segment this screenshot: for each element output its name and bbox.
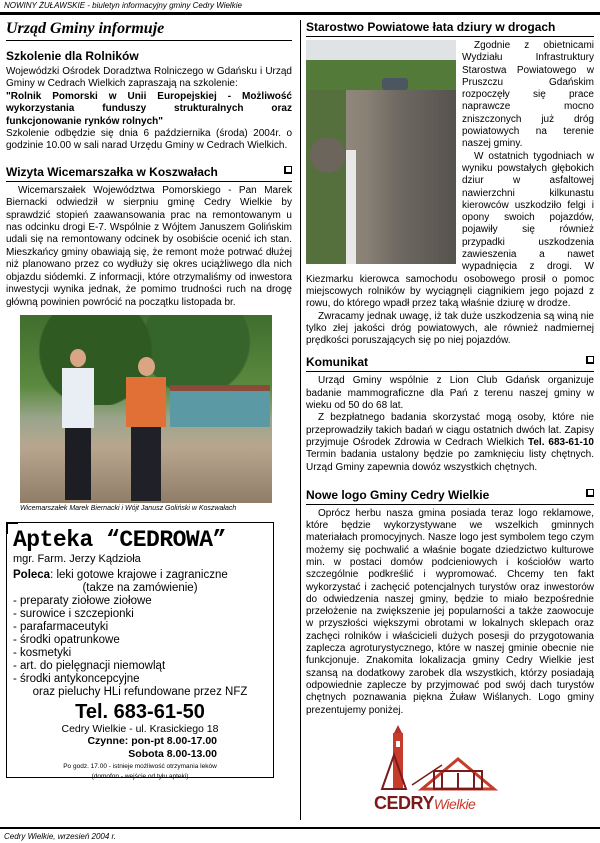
column-divider	[300, 20, 301, 820]
roads-title-row	[306, 20, 594, 37]
pharmacy-item: - art. do pielęgnacji niemowląt	[13, 659, 166, 672]
church-house-logo-icon	[372, 725, 522, 795]
right-column	[306, 20, 594, 817]
visit-title-row	[6, 165, 292, 182]
roads-title: Starostwo Powiatowe łata dziury w drogach	[306, 20, 556, 34]
section-end-mark-icon	[284, 166, 292, 174]
pharmacy-phone: Tel. 683-61-50	[75, 700, 205, 723]
pharmacy-item: - preparaty ziołowe ziołowe	[13, 594, 152, 607]
notice-title-row	[306, 355, 594, 372]
logo-wordmark: CEDRYWielkie	[374, 792, 476, 813]
visit-photo-caption: Wicemarszałek Marek Biernacki i Wójt Janusz Goliński w Koszwałach	[20, 504, 237, 512]
pharmacy-address: Cedry Wielkie - ul. Krasickiego 18	[61, 722, 219, 735]
logo-title: Nowe logo Gminy Cedry Wielkie	[306, 487, 490, 502]
newsletter-footer: Cedry Wielkie, wrzesień 2004 r.	[4, 832, 117, 841]
pharmacy-offer: Poleca: leki gotowe krajowe i zagraniczne	[13, 568, 228, 581]
logo-title-row	[306, 488, 594, 505]
section-end-mark-icon	[586, 356, 594, 364]
pharmacy-item: - środki opatrunkowe	[13, 633, 120, 646]
logo-text: Oprócz herbu nasza gmina posiada teraz logo reklamowe, które będzie wykorzystywane we wszelkich gminnych materiałach promocyjnych. Nasze logo jest symbolem tego czym możemy się pochwalić a właśnie bogate dziedzictwo kulturowe min. w postaci domów podcieniowych i kościołów warto szczególnie podkreślić i wypromować. Chcemy ten fakt wykorzystać i zachęcić potencjalnych turystów oraz inwestorów do odwiedzenia naszej gminy, będzie to miało bezpośrednie przełożenie na zwiększenie jej popularności a także zaowocuje w przyszłości większymi obrotami w lokalnych sklepach oraz zachęci rolników i właścicieli dużych posesji do przygotowania zaplecza agroturystycznego, które w naszej gminie obecnie nie funkcjonuje. Znakomita lokalizacja gminy Cedry Wielkie jest szansą na dodatkowy zarobek dla wszystkich, którzy posiadają odpowiednie zaplecze by przyjmować pod swój dach turystów chętnych poznawania piękna Żuław Wiślanych. Logo gminy prezentujemy poniżej.	[306, 507, 594, 716]
cedry-wielkie-logo	[372, 725, 522, 817]
farmers-training-intro: Wojewódzki Ośrodek Doradztwa Rolniczego w Gdańsku i Urząd Gminy w Cedrach Wielkich zapraszają na szkolenie:	[6, 66, 292, 90]
pharmacy-note: Po godz. 17.00 - istnieje możliwość otrzymania leków	[63, 762, 217, 770]
roads-text-2: W ostatnich tygodniach w wyniku powstałych głębokich dziur w asfaltowej nawierzchni kilkunastu kierowców uszkodziło felgi i opony swoich pojazdów, pojawiły się również przypadki uszkodzenia zawieszenia a nawet wypadnięcia z drogi. W Kiezmarku kierowca samochodu osobowego prosił o pomoc miejscowych rolników by wyciągnęli ciągnikiem jego pojazd z rowu, do którego wpadł przez taką właśnie dziurę w drodze.	[306, 150, 594, 310]
bottom-rule	[0, 827, 600, 829]
farmers-training-title: Szkolenie dla Rolników	[6, 49, 139, 63]
roads-text-3: Zwracamy jednak uwagę, iż tak duże uszkodzenia są winą nie tylko złej jakości dróg powiatowych, ale również nadmiernej prędkości poruszających się po niej pojazdów.	[306, 310, 594, 347]
pharmacy-hours-saturday: Sobota 8.00-13.00	[128, 747, 217, 760]
visit-text: Wicemarszałek Województwa Pomorskiego - Pan Marek Biernacki odwiedził w sierpniu gminę Cedry Wielkie by sprawdzić stopień zaawansowania prac na remontowanym u nas odcinku drogi E-7. Wspólnie z Wójtem Januszem Golińskim udali się na remontowany odcinek by osobiście ocenić ich stan. Mieszkańcy gminy obawiają się, że remont może potrwać dłużej niż planowano przez co wydłuży się okres uciążliwego dla nich objazdu siódemki. Z informacji, które otrzymaliśmy od inwestora inwestycji wynika jednak, że pomimo trudności ruch na drogę główną powinien powrócić na początku listopada br.	[6, 184, 292, 308]
pharmacy-offer-note: (takze na zamówienie)	[82, 581, 198, 594]
farmers-training-details: Szkolenie odbędzie się dnia 6 października (środa) 2004r. o godzinie 10.00 w sali narad Urzędu Gminy w Cedrach Wielkich.	[6, 128, 292, 152]
visit-photo	[20, 315, 272, 503]
pharmacy-name: Apteka “CEDROWA”	[13, 526, 226, 553]
roads-text-1: Zgodnie z obietnicami Wydziału Infrastruktury Starostwa Powiatowego w Pruszczu Gdańskim rozpoczęły się prace naprawcze mocno zniszczonych już dróg powiatowych na terenie naszej gminy.	[462, 40, 594, 150]
pharmacy-item: - kosmetyki	[13, 646, 72, 659]
visit-title: Wizyta Wicemarszałka w Koszwałach	[6, 164, 218, 179]
main-title: Urząd Gminy informuje	[6, 20, 292, 41]
pharmacy-item: - surowice i szczepionki	[13, 607, 134, 620]
newsletter-header: NOWINY ŻUŁAWSKIE - biuletyn informacyjny gminy Cedry Wielkie	[4, 1, 242, 10]
pharmacy-note-entrance: (domofon - wejście od tyłu apteki)	[91, 772, 189, 780]
road-repair-photo	[306, 40, 456, 264]
pharmacy-refund: oraz pieluchy HLi refundowane przez NFZ	[32, 685, 248, 698]
notice-text-1: Urząd Gminy wspólnie z Lion Club Gdańsk organizuje badanie mammograficzne dla Pań z terenu naszej gminy w wieku od 50 do 68 lat.	[306, 375, 594, 412]
pharmacy-ad	[6, 522, 274, 778]
pharmacy-item: - parafarmaceutyki	[13, 620, 109, 633]
pharmacy-item: - środki antykoncepcyjne	[13, 672, 140, 685]
notice-text-2: Z bezpłatnego badania skorzystać mogą osoby, które nie przeprowadziły takich badań w ciągu ostatnich dwóch lat. Zapisy przyjmuje Ośrodek Zdrowia w Cedrach Wielkich Tel. 683-61-10 Termin badania ustalony będzie po zamknięciu listy chętnych. Urząd Gminy zapewnia dowóz wszystkich chętnych.	[306, 412, 594, 473]
section-end-mark-icon	[586, 489, 594, 497]
ad-corner-mark-icon	[6, 522, 18, 534]
pharmacy-hours-weekday: Czynne: pon-pt 8.00-17.00	[87, 734, 217, 747]
top-rule	[0, 12, 600, 15]
notice-title: Komunikat	[306, 355, 369, 370]
left-column	[6, 20, 292, 778]
pharmacy-owner: mgr. Farm. Jerzy Kądzioła	[13, 552, 141, 565]
farmers-training-topic: "Rolnik Pomorski w Unii Europejskiej - Możliwość wykorzystania funduszy strukturalnych oraz funkcjonowanie rynków rolnych"	[6, 90, 292, 127]
